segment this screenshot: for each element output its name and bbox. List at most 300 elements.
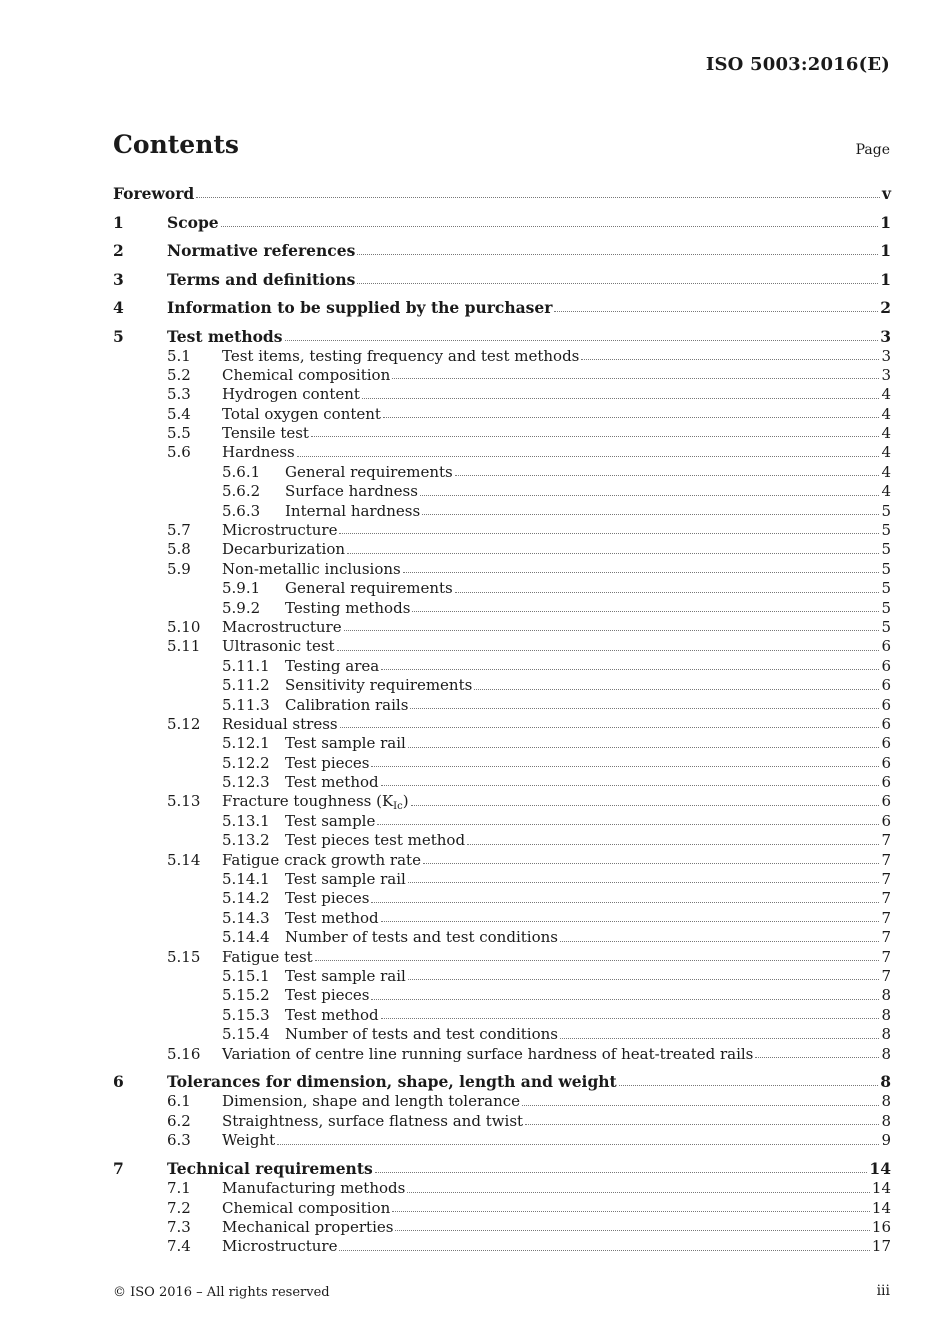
toc-entry-title — [285, 463, 453, 481]
toc-entry[interactable] — [113, 1159, 891, 1179]
toc-entry-title-text: Test method — [285, 908, 379, 927]
toc-entry-page: 5 — [881, 501, 891, 520]
dot-leader — [344, 630, 880, 631]
toc-entry-title-subscript: Ic — [393, 801, 403, 813]
toc-entry-title-text: Ultrasonic test — [222, 637, 335, 656]
dot-leader — [455, 592, 880, 593]
toc-entry-number: 5.12.2 — [222, 753, 270, 772]
toc-entry[interactable] — [113, 1092, 891, 1111]
toc-entry[interactable] — [113, 213, 891, 233]
toc-entry[interactable] — [113, 870, 891, 889]
dot-leader — [423, 863, 879, 864]
dot-leader — [377, 824, 879, 825]
toc-entry-title — [285, 502, 420, 520]
toc-entry-page: 6 — [881, 637, 891, 656]
toc-entry-page: 3 — [880, 326, 891, 346]
toc-entry[interactable] — [113, 792, 891, 811]
toc-entry-page: 5 — [881, 521, 891, 540]
toc-entry-number: 6 — [113, 1072, 124, 1092]
toc-entry-page: 6 — [881, 714, 891, 733]
dot-leader — [408, 747, 880, 748]
toc-entry-title-text: Calibration rails — [285, 695, 409, 714]
toc-entry-title — [222, 715, 338, 733]
toc-entry-page: 7 — [881, 870, 891, 889]
dot-leader — [340, 727, 880, 728]
toc-entry-title — [222, 405, 381, 423]
toc-entry-title — [285, 889, 369, 907]
toc-entry[interactable] — [113, 1072, 891, 1092]
toc-entry-title — [285, 754, 369, 772]
dot-leader — [381, 669, 879, 670]
toc-entry-page: 8 — [881, 986, 891, 1005]
toc-entry-number: 7.2 — [167, 1198, 191, 1217]
toc-entry-number: 4 — [113, 298, 124, 317]
toc-entry-number: 7 — [113, 1159, 124, 1179]
toc-entry-title-text: Fatigue test — [222, 947, 313, 966]
toc-entry-title — [167, 327, 283, 346]
toc-entry-title — [285, 1006, 379, 1024]
toc-entry-title — [285, 928, 558, 946]
toc-entry[interactable] — [113, 618, 891, 637]
dot-leader — [311, 436, 880, 437]
toc-entry-number: 5.13.1 — [222, 811, 270, 830]
toc-entry-title-text: General requirements — [285, 462, 453, 481]
toc-entry-title — [222, 347, 579, 365]
toc-entry-title — [222, 540, 345, 558]
toc-entry[interactable] — [113, 967, 891, 986]
toc-entry[interactable] — [113, 812, 891, 831]
toc-entry-title-tail: ) — [402, 792, 409, 811]
toc-entry-title — [285, 870, 406, 888]
toc-entry[interactable] — [113, 241, 891, 261]
toc-entry-page: 1 — [880, 241, 891, 260]
toc-entry[interactable] — [113, 851, 891, 870]
toc-entry[interactable] — [113, 1218, 891, 1237]
toc-entry-title — [167, 1159, 373, 1178]
toc-entry-page: 9 — [881, 1131, 891, 1150]
toc-entry[interactable] — [113, 270, 891, 290]
toc-entry-title-text: Fracture toughness (K — [222, 792, 394, 811]
toc-entry-title — [222, 1045, 753, 1063]
toc-entry-number: 5.4 — [167, 404, 191, 423]
toc-entry-page: 4 — [881, 424, 891, 443]
toc-entry-page: 6 — [881, 676, 891, 695]
toc-entry[interactable] — [113, 298, 891, 318]
toc-entry[interactable] — [113, 696, 891, 715]
toc-entry-number: 5.11 — [167, 637, 201, 656]
toc-entry-title-text: Technical requirements — [167, 1159, 373, 1179]
toc-entry-page: 4 — [881, 462, 891, 481]
dot-leader — [560, 1038, 880, 1039]
dot-leader — [411, 805, 880, 806]
dot-leader — [619, 1085, 878, 1086]
toc-entry-title — [167, 298, 552, 317]
dot-leader — [581, 359, 879, 360]
toc-entry-page: 8 — [880, 1072, 891, 1092]
toc-entry-number: 5 — [113, 326, 124, 346]
toc-entry-title-text: Test sample rail — [285, 870, 406, 889]
toc-entry-title-text: Hydrogen content — [222, 385, 360, 404]
toc-entry-page: 5 — [881, 617, 891, 636]
document-id: ISO 5003:2016(E) — [705, 54, 890, 75]
toc-entry-page: 8 — [881, 1005, 891, 1024]
toc-entry-title-text: Tensile test — [222, 424, 309, 443]
toc-entry-title-text: Weight — [222, 1131, 276, 1150]
dot-leader — [381, 1018, 880, 1019]
toc-entry-number: 5.6.3 — [222, 501, 261, 520]
copyright-notice: © ISO 2016 – All rights reserved — [113, 1285, 330, 1300]
toc-entry-number: 5.6 — [167, 443, 191, 462]
dot-leader — [347, 553, 879, 554]
dot-leader — [392, 378, 879, 379]
toc-entry[interactable] — [113, 502, 891, 521]
toc-entry-page: 2 — [880, 298, 891, 317]
page-column-label: Page — [855, 142, 890, 158]
toc-entry[interactable] — [113, 385, 891, 404]
toc-entry[interactable] — [113, 1025, 891, 1044]
toc-entry[interactable] — [113, 443, 891, 462]
toc-entry-title-text: Manufacturing methods — [222, 1179, 406, 1198]
toc-entry-title-text: Straightness, surface flatness and twist — [222, 1111, 524, 1130]
toc-entry[interactable] — [113, 1131, 891, 1150]
toc-entry-title-text: Residual stress — [222, 714, 338, 733]
toc-entry-title — [285, 579, 453, 597]
toc-entry[interactable] — [113, 482, 891, 501]
toc-entry-title-text: Test method — [285, 773, 379, 792]
toc-entry-number: 5.11.1 — [222, 656, 270, 675]
toc-entry-number: 6.2 — [167, 1111, 191, 1130]
toc-entry[interactable] — [113, 366, 891, 385]
toc-entry-title — [167, 1072, 617, 1091]
dot-leader — [455, 475, 880, 476]
toc-entry-title — [285, 734, 406, 752]
toc-entry[interactable] — [113, 657, 891, 676]
dot-leader — [554, 311, 878, 312]
toc-entry-title — [222, 424, 309, 442]
toc-entry-title-text: Mechanical properties — [222, 1217, 394, 1236]
dot-leader — [560, 941, 880, 942]
toc-entry-page: 8 — [881, 1092, 891, 1111]
toc-entry-number: 5.9.1 — [222, 579, 261, 598]
toc-entry-number: 5.1 — [167, 346, 191, 365]
toc-entry-number: 5.6.1 — [222, 462, 261, 481]
toc-entry-title — [285, 773, 379, 791]
toc-entry-page: 14 — [871, 1198, 891, 1217]
toc-entry-page: 4 — [881, 443, 891, 462]
toc-entry-page: 7 — [881, 947, 891, 966]
toc-entry-title — [285, 696, 408, 714]
toc-entry-number: 5.9.2 — [222, 598, 261, 617]
toc-entry-title-text: Foreword — [113, 184, 195, 203]
toc-entry[interactable] — [113, 715, 891, 734]
toc-entry-number: 5.14.2 — [222, 889, 270, 908]
dot-leader — [408, 882, 880, 883]
toc-entry-page: 7 — [881, 908, 891, 927]
toc-entry-page: 7 — [881, 928, 891, 947]
toc-entry-title-text: Test sample rail — [285, 734, 406, 753]
toc-entry[interactable] — [113, 986, 891, 1005]
page-number: iii — [876, 1283, 890, 1299]
toc-entry-title-text: Sensitivity requirements — [285, 676, 473, 695]
toc-entry-title-text: Test pieces — [285, 753, 370, 772]
toc-entry-title-text: Variation of centre line running surface hardness of heat-treated rails — [222, 1044, 754, 1063]
toc-entry-number: 1 — [113, 212, 124, 232]
toc-entry-title-text: Testing area — [285, 656, 380, 675]
dot-leader — [474, 689, 879, 690]
toc-entry-number: 5.8 — [167, 540, 191, 559]
toc-entry-title-text: Hardness — [222, 443, 295, 462]
toc-entry-page: 4 — [881, 385, 891, 404]
toc-entry-page: 1 — [880, 212, 891, 232]
toc-entry-number: 7.1 — [167, 1179, 191, 1198]
toc-entry-number: 5.14.3 — [222, 908, 270, 927]
toc-entry-title — [222, 521, 337, 539]
toc-entry-title-text: General requirements — [285, 579, 453, 598]
toc-entry[interactable] — [113, 1179, 891, 1198]
toc-entry[interactable] — [113, 637, 891, 656]
toc-entry-title — [285, 986, 369, 1004]
toc-entry-page: 14 — [869, 1159, 891, 1179]
toc-entry[interactable] — [113, 831, 891, 850]
toc-entry-title-text: Test pieces — [285, 889, 370, 908]
toc-entry-page: 14 — [871, 1179, 891, 1198]
dot-leader — [362, 398, 880, 399]
toc-entry[interactable] — [113, 1112, 891, 1131]
toc-entry[interactable] — [113, 1199, 891, 1218]
toc-entry-number: 5.10 — [167, 617, 201, 636]
toc-entry-title-text: Test sample rail — [285, 967, 406, 985]
toc-entry-title — [285, 831, 465, 849]
toc-entry-title — [285, 967, 406, 985]
toc-entry-title — [285, 1025, 558, 1043]
toc-entry-title — [222, 618, 342, 636]
toc-entry-title-text: Internal hardness — [285, 501, 421, 520]
toc-entry-title — [222, 1092, 520, 1110]
toc-entry-number: 6.1 — [167, 1092, 191, 1111]
toc-entry[interactable] — [113, 579, 891, 598]
toc-entry-title — [222, 560, 401, 578]
toc-entry-number: 5.15.3 — [222, 1005, 270, 1024]
toc-entry-page: 5 — [881, 598, 891, 617]
toc-entry-title — [222, 1237, 337, 1255]
toc-entry-title-text: Testing methods — [285, 598, 411, 617]
dot-leader — [357, 254, 878, 255]
toc-entry[interactable] — [113, 540, 891, 559]
toc-entry-title — [285, 812, 375, 830]
toc-entry-number: 5.12.3 — [222, 773, 270, 792]
toc-entry-number: 5.14.4 — [222, 928, 270, 947]
toc-entry-page: 1 — [880, 269, 891, 289]
toc-entry-page: 6 — [881, 656, 891, 675]
toc-entry[interactable] — [113, 560, 891, 579]
toc-entry-number: 5.6.2 — [222, 482, 261, 501]
toc-entry-title — [222, 792, 409, 813]
toc-entry[interactable] — [113, 909, 891, 928]
dot-leader — [410, 708, 879, 709]
toc-entry-page: 7 — [881, 967, 891, 985]
dot-leader — [339, 1250, 869, 1251]
toc-entry-title — [167, 270, 355, 289]
toc-entry[interactable] — [113, 928, 891, 947]
dot-leader — [467, 844, 879, 845]
toc-entry-title-text: Test items, testing frequency and test methods — [222, 346, 580, 365]
toc-entry-page: 6 — [881, 753, 891, 772]
dot-leader — [403, 572, 880, 573]
toc-entry-page: 4 — [881, 404, 891, 423]
toc-entry-title — [222, 1218, 393, 1236]
toc-entry-number: 5.13 — [167, 792, 201, 811]
dot-leader — [221, 226, 879, 227]
toc-entry-number: 5.15.4 — [222, 1025, 270, 1044]
toc-entry-number: 5.9 — [167, 559, 191, 578]
toc-entry-title-text: Terms and definitions — [167, 269, 356, 289]
toc-entry[interactable] — [113, 1045, 891, 1064]
dot-leader — [339, 533, 879, 534]
toc-entry-number: 3 — [113, 269, 124, 289]
toc-entry[interactable] — [113, 424, 891, 443]
dot-leader — [412, 611, 879, 612]
toc-entry-page: v — [881, 184, 891, 203]
toc-entry-title-text: Test pieces — [285, 986, 370, 1005]
toc-entry[interactable] — [113, 754, 891, 773]
toc-entry-title-text: Number of tests and test conditions — [285, 928, 558, 947]
toc-entry-title-text: Test methods — [167, 326, 283, 346]
toc-entry-title-text: Microstructure — [222, 1237, 338, 1256]
toc-entry-page: 16 — [871, 1217, 891, 1236]
toc-entry[interactable] — [113, 347, 891, 366]
toc-entry-title — [285, 599, 410, 617]
toc-entry-title-text: Test sample — [285, 811, 376, 830]
toc-entry-title-text: Chemical composition — [222, 1198, 391, 1217]
dot-leader — [420, 495, 879, 496]
toc-entry[interactable] — [113, 734, 891, 753]
toc-entry-title-text: Total oxygen content — [222, 404, 381, 423]
toc-entry-title — [167, 213, 219, 232]
toc-entry-number: 5.15.2 — [222, 986, 270, 1005]
toc-entry-page: 4 — [881, 482, 891, 501]
dot-leader — [337, 650, 880, 651]
dot-leader — [522, 1105, 879, 1106]
toc-entry-page: 5 — [881, 579, 891, 598]
dot-leader — [315, 960, 880, 961]
toc-entry-title — [222, 366, 390, 384]
dot-leader — [375, 1172, 868, 1173]
toc-entry-page: 8 — [881, 1025, 891, 1044]
toc-entry-title-text: Surface hardness — [285, 482, 418, 501]
toc-entry-title-text: Scope — [167, 212, 219, 232]
toc-entry-page: 17 — [871, 1237, 891, 1256]
dot-leader — [196, 197, 880, 198]
toc-entry-title — [222, 948, 313, 966]
toc-entry[interactable] — [113, 676, 891, 695]
dot-leader — [408, 979, 880, 980]
toc-entry-title — [113, 184, 194, 203]
toc-entry-title — [222, 385, 360, 403]
dot-leader — [392, 1211, 870, 1212]
toc-entry[interactable] — [113, 463, 891, 482]
dot-leader — [422, 514, 879, 515]
toc-entry-title-text: Non-metallic inclusions — [222, 559, 401, 578]
toc-entry[interactable] — [113, 405, 891, 424]
dot-leader — [407, 1192, 870, 1193]
toc-entry-title — [167, 241, 355, 260]
toc-entry-page: 7 — [881, 889, 891, 908]
toc-entry[interactable] — [113, 889, 891, 908]
toc-entry[interactable] — [113, 1006, 891, 1025]
toc-entry-page: 7 — [881, 850, 891, 869]
toc-entry[interactable] — [113, 327, 891, 347]
toc-entry-title — [222, 1131, 275, 1149]
toc-entry[interactable] — [113, 773, 891, 792]
toc-entry-title — [222, 1112, 523, 1130]
toc-entry-title — [222, 1179, 405, 1197]
dot-leader — [277, 1144, 879, 1145]
toc-entry[interactable] — [113, 184, 891, 204]
toc-entry-number: 6.3 — [167, 1131, 191, 1150]
page-title: Contents — [113, 130, 240, 159]
toc-entry-page: 3 — [881, 365, 891, 384]
toc-entry-number: 5.11.2 — [222, 676, 270, 695]
toc-entry-number: 5.3 — [167, 385, 191, 404]
toc-entry-page: 8 — [881, 1044, 891, 1063]
toc-entry-title-text: Macrostructure — [222, 617, 342, 636]
toc-entry-title-text: Information to be supplied by the purchaser — [167, 298, 553, 317]
dot-leader — [357, 283, 878, 284]
toc-entry-number: 5.7 — [167, 521, 191, 540]
dot-leader — [297, 456, 880, 457]
toc-entry-title-text: Dimension, shape and length tolerance — [222, 1092, 521, 1111]
toc-entry-title-text: Chemical composition — [222, 365, 391, 384]
toc-entry-title-text: Microstructure — [222, 521, 338, 540]
dot-leader — [285, 340, 879, 341]
toc-entry-title — [222, 851, 421, 869]
toc-entry-title — [285, 657, 379, 675]
toc-entry-number: 2 — [113, 241, 124, 260]
dot-leader — [395, 1230, 869, 1231]
dot-leader — [371, 999, 879, 1000]
toc-entry-title — [222, 637, 335, 655]
dot-leader — [371, 766, 879, 767]
toc-entry-number: 5.2 — [167, 365, 191, 384]
toc-entry-page: 6 — [881, 734, 891, 753]
dot-leader — [381, 785, 880, 786]
toc-entry[interactable] — [113, 521, 891, 540]
toc-entry-title-text: Number of tests and test conditions — [285, 1025, 558, 1044]
toc-entry-page: 6 — [881, 773, 891, 792]
toc-entry-page: 7 — [881, 831, 891, 850]
dot-leader — [381, 921, 880, 922]
toc-entry-title-text: Tolerances for dimension, shape, length and weight — [167, 1072, 617, 1092]
toc-entry[interactable] — [113, 1237, 891, 1256]
toc-entry-title — [222, 443, 295, 461]
toc-entry-title-text: Normative references — [167, 241, 356, 260]
toc-entry-title — [285, 676, 472, 694]
toc-entry-title-text: Decarburization — [222, 540, 346, 559]
toc-entry[interactable] — [113, 599, 891, 618]
dot-leader — [383, 417, 879, 418]
toc-entry-title — [285, 909, 379, 927]
toc-entry-page: 3 — [881, 346, 891, 365]
toc-entry-number: 7.4 — [167, 1237, 191, 1256]
dot-leader — [371, 902, 879, 903]
toc-entry-page: 6 — [881, 811, 891, 830]
toc-entry-number: 5.16 — [167, 1044, 201, 1063]
dot-leader — [525, 1124, 879, 1125]
toc-entry-number: 5.14.1 — [222, 870, 270, 889]
toc-entry[interactable] — [113, 948, 891, 967]
toc-entry-page: 5 — [881, 540, 891, 559]
toc-entry-page: 6 — [881, 792, 891, 811]
